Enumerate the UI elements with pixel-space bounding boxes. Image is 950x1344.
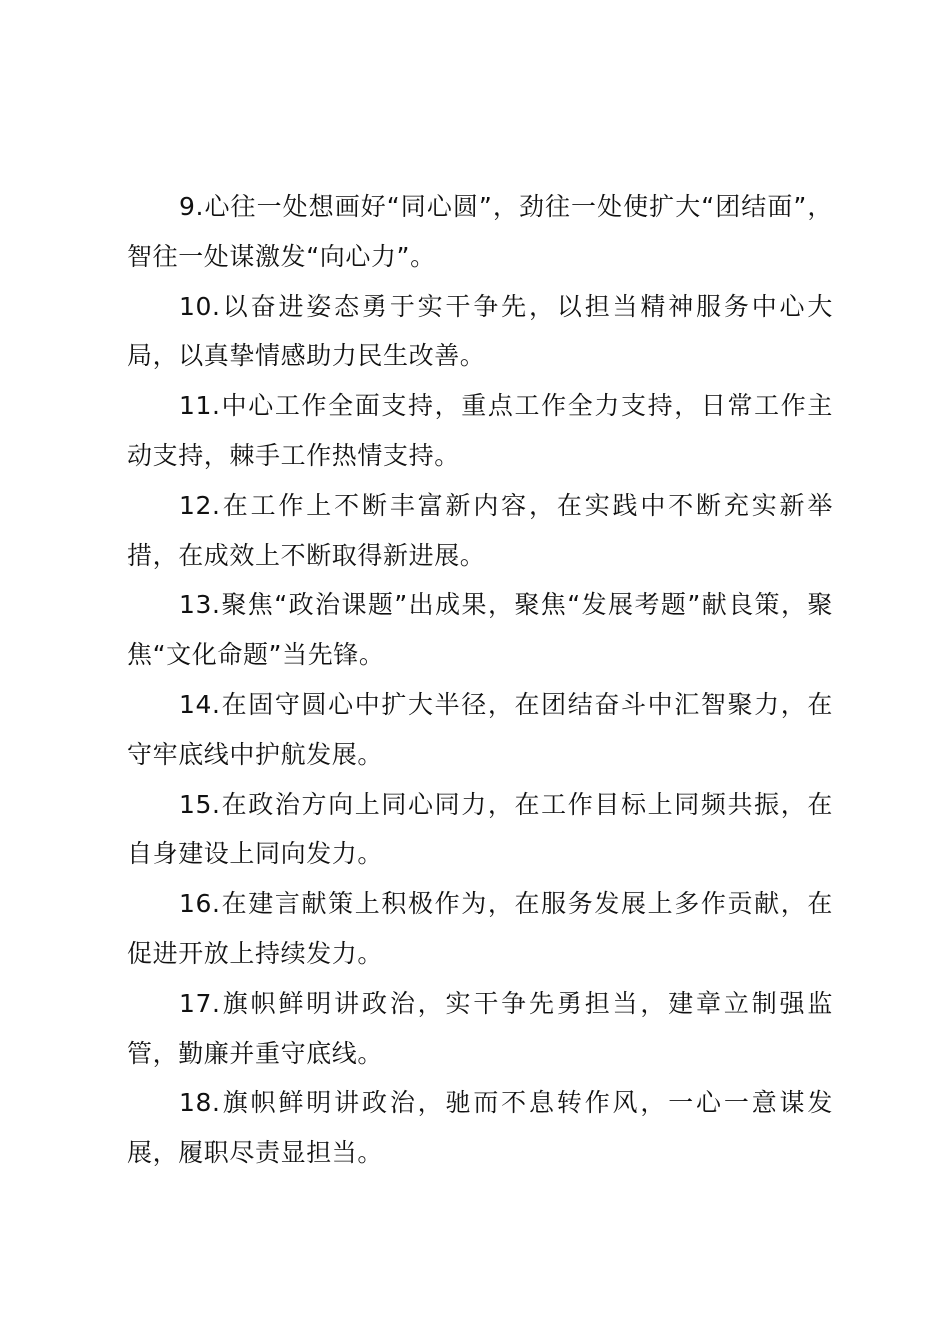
paragraph-9: 9.心往一处想画好“同心圆”，劲往一处使扩大“团结面”，智往一处谋激发“向心力”。 (127, 192, 833, 271)
paragraph-16: 16.在建言献策上积极作为，在服务发展上多作贡献，在促进开放上持续发力。 (127, 889, 833, 968)
paragraph-17: 17.旗帜鲜明讲政治，实干争先勇担当，建章立制强监管，勤廉并重守底线。 (127, 988, 833, 1068)
paragraph-15: 15.在政治方向上同心同力，在工作目标上同频共振，在自身建设上同向发力。 (127, 789, 833, 869)
paragraph-13: 13.聚焦“政治课题”出成果，聚焦“发展考题”献良策，聚焦“文化命题”当先锋。 (127, 590, 833, 670)
document-body (127, 182, 833, 1178)
paragraph-12: 12.在工作上不断丰富新内容，在实践中不断充实新举措，在成效上不断取得新进展。 (127, 490, 833, 570)
paragraph-11: 11.中心工作全面支持，重点工作全力支持，日常工作主动支持，棘手工作热情支持。 (127, 391, 833, 470)
paragraph-18: 18.旗帜鲜明讲政治，驰而不息转作风，一心一意谋发展，履职尽责显担当。 (127, 1088, 833, 1168)
paragraph-10: 10.以奋进姿态勇于实干争先，以担当精神服务中心大局，以真挚情感助力民生改善。 (127, 291, 833, 371)
paragraph-14: 14.在固守圆心中扩大半径，在团结奋斗中汇智聚力，在守牢底线中护航发展。 (127, 689, 833, 769)
